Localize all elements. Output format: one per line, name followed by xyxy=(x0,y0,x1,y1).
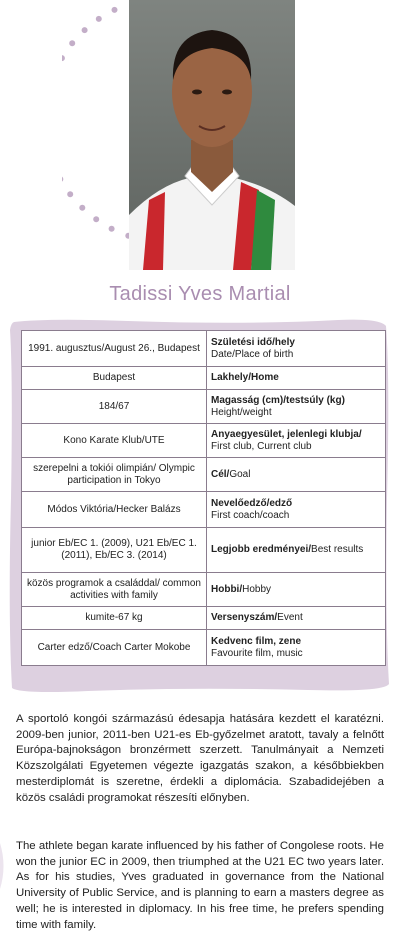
athlete-name: Tadissi Yves Martial xyxy=(109,283,291,305)
decoration-dot xyxy=(67,191,73,197)
info-value: Budapest xyxy=(22,367,207,390)
info-row xyxy=(22,458,386,492)
info-row xyxy=(22,331,386,367)
paragraph-english: The athlete began karate influenced by his father of Congolese roots. He won the junior EC in 2009, then triumphed at the U21 EC two years later. As for his studies, Yves graduated in governance from the National University of Public Service, and is planning to earn a masters degree as well; he is interested in diplomacy. In his free time, he prefers spending time with family. xyxy=(16,840,384,931)
info-label-hungarian: Kedvenc film, zene xyxy=(211,635,302,647)
info-label-hungarian: Versenyszám/ xyxy=(211,612,278,623)
info-label-english: Best results xyxy=(311,544,364,555)
info-label xyxy=(207,424,386,458)
decoration-dot xyxy=(62,176,63,182)
info-label-english: First club, Current club xyxy=(211,440,312,452)
info-label xyxy=(207,607,386,630)
info-row xyxy=(22,492,386,528)
info-label-english: Event xyxy=(277,612,303,623)
info-label-hungarian: Lakhely/Home xyxy=(211,372,279,383)
info-row xyxy=(22,424,386,458)
decoration-dot xyxy=(109,226,115,232)
info-label xyxy=(207,528,386,573)
info-label-english: First coach/coach xyxy=(211,509,290,521)
decoration-dot xyxy=(112,7,118,13)
info-table xyxy=(21,330,386,666)
info-value: szerepelni a tokiói olimpián/ Olympic participation in Tokyo xyxy=(22,458,207,492)
info-panel xyxy=(8,318,390,694)
info-label xyxy=(207,630,386,666)
info-label-hungarian: Anyaegyesület, jelenlegi klubja/ xyxy=(211,428,362,440)
info-row xyxy=(22,573,386,607)
info-label xyxy=(207,573,386,607)
info-label-english: Date/Place of birth xyxy=(211,348,294,360)
decoration-dot xyxy=(96,16,102,22)
decoration-dot xyxy=(82,27,88,33)
info-row xyxy=(22,390,386,424)
decoration-dot xyxy=(93,216,99,222)
info-value: junior Eb/EC 1. (2009), U21 Eb/EC 1. (2011), Eb/EC 3. (2014) xyxy=(22,528,207,573)
info-label-english: Favourite film, music xyxy=(211,647,303,659)
info-label xyxy=(207,492,386,528)
info-row xyxy=(22,367,386,390)
info-label-english: Height/weight xyxy=(211,406,272,418)
info-value: Kono Karate Klub/UTE xyxy=(22,424,207,458)
info-label xyxy=(207,367,386,390)
athlete-photo xyxy=(129,0,295,270)
info-value: Carter edző/Coach Carter Mokobe xyxy=(22,630,207,666)
info-value: Módos Viktória/Hecker Balázs xyxy=(22,492,207,528)
info-label-english: Hobby xyxy=(242,583,272,595)
info-value: 1991. augusztus/August 26., Budapest xyxy=(22,331,207,367)
decoration-dot xyxy=(69,40,75,46)
info-label xyxy=(207,390,386,424)
info-label-hungarian: Nevelőedző/edző xyxy=(211,497,293,509)
info-value: kumite-67 kg xyxy=(22,607,207,630)
info-label-hungarian: Cél/ xyxy=(211,468,230,480)
info-label xyxy=(207,458,386,492)
info-label-hungarian: Hobbi/ xyxy=(211,583,243,595)
info-value: 184/67 xyxy=(22,390,207,424)
info-label-english: Goal xyxy=(229,468,251,480)
decoration-dot xyxy=(62,55,65,61)
info-row xyxy=(22,607,386,630)
info-label-hungarian: Magasság (cm)/testsúly (kg) xyxy=(211,394,345,406)
info-label xyxy=(207,331,386,367)
decoration-dot xyxy=(79,205,85,211)
info-label-hungarian: Születési idő/hely xyxy=(211,336,295,348)
info-row xyxy=(22,528,386,573)
info-value: közös programok a családdal/ common activities with family xyxy=(22,573,207,607)
info-row xyxy=(22,630,386,666)
paragraph-hungarian: A sportoló kongói származású édesapja hatására kezdett el karatézni. 2009-ben junior, 2011-ben U21-es Eb-győzelmet aratott, tavaly a felnőtt Európa-bajnokságon bronzérmett szerzett. Tanulmányait a Nemzeti Közszolgálati Egyetemen végezte igazgatás szakon, a későbbiekben mesterdiplomát is szeretne, érdekli a diplomácia. Szabadidejében a közös családi programokat részesíti előnyben. xyxy=(16,713,384,804)
info-label-hungarian: Legjobb eredményei/ xyxy=(211,544,312,555)
